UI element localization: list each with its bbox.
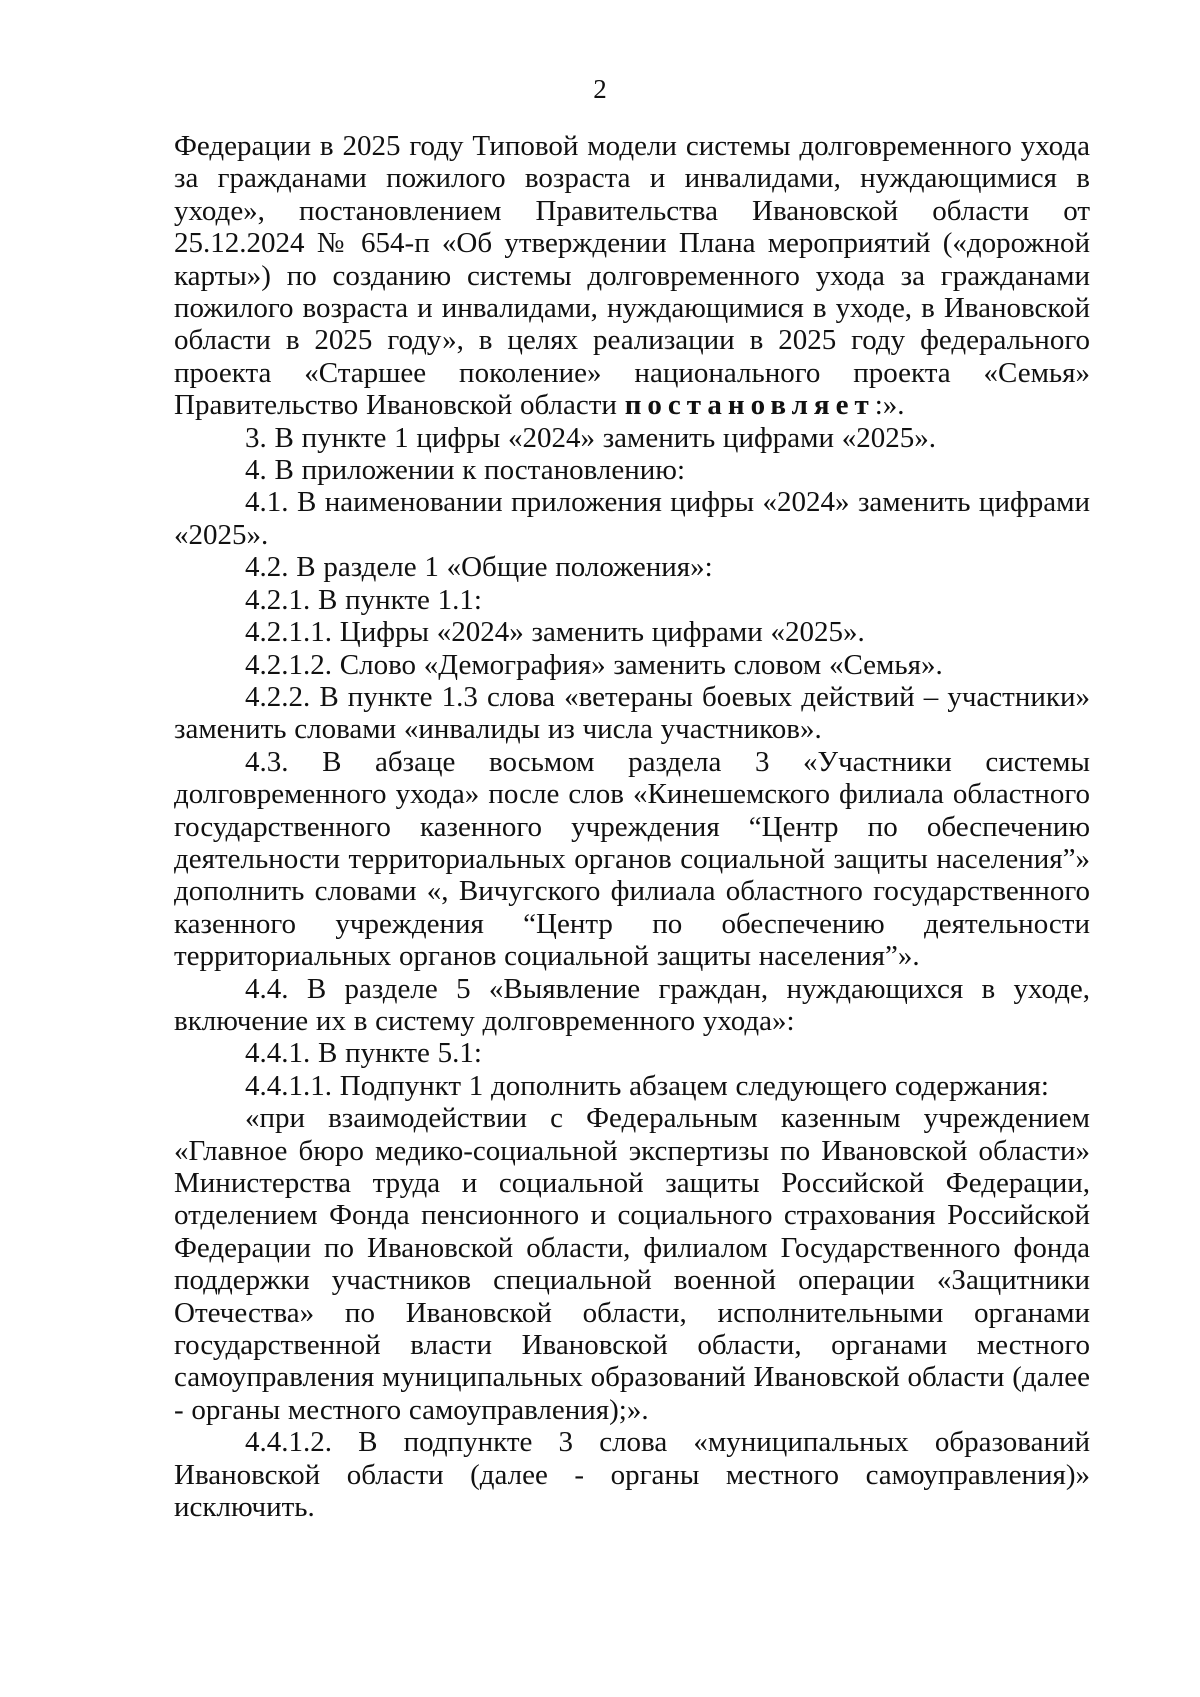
paragraph-4-2-1: 4.2.1. В пункте 1.1: bbox=[245, 583, 482, 616]
bold-keyword: постановляет bbox=[624, 389, 875, 422]
paragraph-4-2: 4.2. В разделе 1 «Общие положения»: bbox=[245, 551, 713, 584]
document-body bbox=[174, 130, 1090, 1523]
paragraph-4-4: 4.4. В разделе 5 «Выявление граждан, нуждающихся в уходе, включение их в систему долговременного ухода»: bbox=[174, 972, 1090, 1037]
paragraph-4-2-1-1: 4.2.1.1. Цифры «2024» заменить цифрами «2025». bbox=[245, 616, 865, 649]
paragraph-4-3: 4.3. В абзаце восьмом раздела 3 «Участники системы долговременного ухода» после слов «Кинешемского филиала областного государственного казенного учреждения “Центр по обеспечению деятельности территориальных органов социальной защиты населения”» дополнить словами «, Вичугского филиала областного государственного казенного учреждения “Центр по обеспечению деятельности территориальных органов социальной защиты населения”». bbox=[174, 745, 1090, 973]
paragraph-4: 4. В приложении к постановлению: bbox=[245, 454, 686, 487]
paragraph-tail: :». bbox=[874, 389, 905, 422]
paragraph-4-4-1-1: 4.4.1.1. Подпункт 1 дополнить абзацем следующего содержания: bbox=[245, 1069, 1049, 1102]
paragraph-4-4-1-2: 4.4.1.2. В подпункте 3 слова «муниципальных образований Ивановской области (далее - органы местного самоуправления)» исключить. bbox=[174, 1426, 1090, 1524]
paragraph-4-1: 4.1. В наименовании приложения цифры «2024» заменить цифрами «2025». bbox=[174, 486, 1090, 551]
paragraph-4-4-1-1-quote: «при взаимодействии с Федеральным казенным учреждением «Главное бюро медико-социальной экспертизы по Ивановской области» Министерства труда и социальной защиты Российской Федерации, отделением Фонда пенсионного и социального страхования Российской Федерации по Ивановской области, филиалом Государственного фонда поддержки участников специальной военной операции «Защитники Отечества» по Ивановской области, исполнительными органами государственной власти Ивановской области, органами местного самоуправления муниципальных образований Ивановской области (далее - органы местного самоуправления);». bbox=[174, 1102, 1090, 1426]
paragraph-4-2-2: 4.2.2. В пункте 1.3 слова «ветераны боевых действий – участники» заменить словами «инвалиды из числа участников». bbox=[174, 680, 1090, 746]
paragraph-preamble bbox=[174, 130, 1090, 422]
page-number: 2 bbox=[593, 74, 607, 104]
paragraph-4-2-1-2: 4.2.1.2. Слово «Демография» заменить словом «Семья». bbox=[245, 648, 943, 681]
paragraph-3: 3. В пункте 1 цифры «2024» заменить цифрами «2025». bbox=[245, 421, 937, 454]
paragraph-text: Федерации в 2025 году Типовой модели системы долговременного ухода за гражданами пожилого возраста и инвалидами, нуждающимися в уходе», постановлением Правительства Ивановской области от 25.12.2024 № 654-п «Об утверждении Плана мероприятий («дорожной карты») по созданию системы долговременного ухода за гражданами пожилого возраста и инвалидами, нуждающимися в уходе, в Ивановской области в 2025 году», в целях реализации в 2025 году федерального проекта «Старшее поколение» национального проекта «Семья» Правительство Ивановской области bbox=[174, 130, 1090, 422]
paragraph-4-4-1: 4.4.1. В пункте 5.1: bbox=[245, 1037, 482, 1070]
